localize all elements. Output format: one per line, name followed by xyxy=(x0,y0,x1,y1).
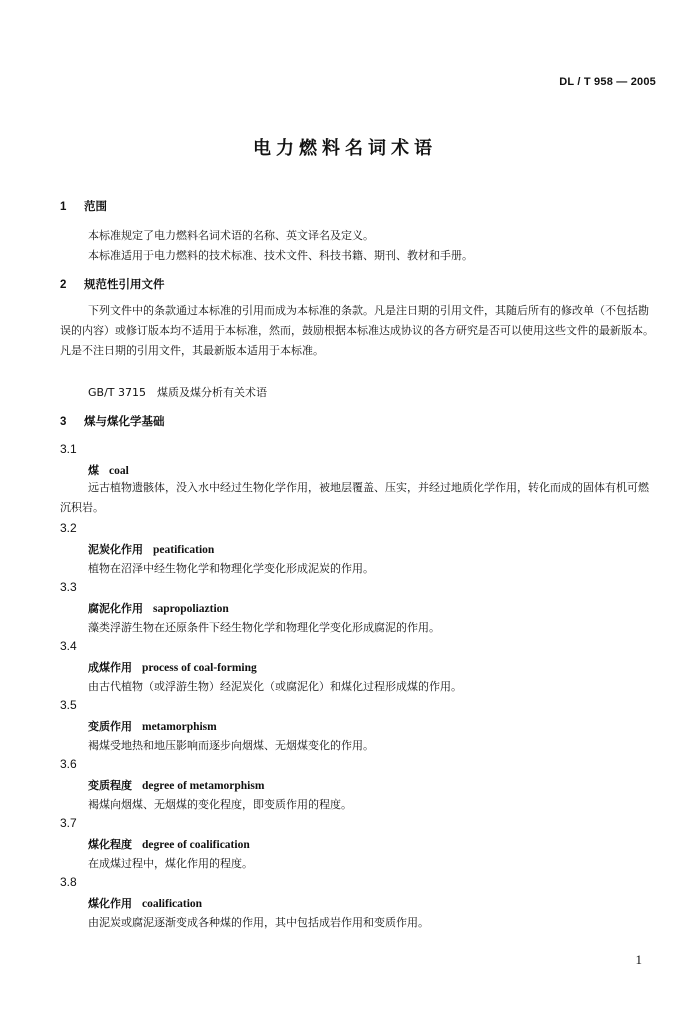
section-title: 规范性引用文件 xyxy=(84,277,165,291)
section-1-heading xyxy=(60,198,107,214)
reference-item: GB/T 3715 煤质及煤分析有关术语 xyxy=(88,386,267,399)
term-name xyxy=(88,836,250,852)
term-definition: 藻类浮游生物在还原条件下经生物化学和物理化学变化形成腐泥的作用。 xyxy=(88,621,440,634)
section-2-heading xyxy=(60,276,165,292)
term-en: peatification xyxy=(153,544,215,556)
term-zh: 变质作用 xyxy=(88,720,132,733)
term-number: 3.8 xyxy=(60,875,77,889)
section-title: 煤与煤化学基础 xyxy=(84,414,165,428)
term-zh: 腐泥化作用 xyxy=(88,602,143,615)
term-name xyxy=(88,600,229,616)
term-number: 3.1 xyxy=(60,442,77,456)
section-number: 3 xyxy=(60,416,67,428)
term-name xyxy=(88,718,217,734)
term-en: sapropoliaztion xyxy=(153,603,229,615)
normative-reference-paragraph: 下列文件中的条款通过本标准的引用而成为本标准的条款。凡是注日期的引用文件，其随后所有的修改单（不包括勘误的内容）或修订版本均不适用于本标准，然而，鼓励根据本标准达成协议的各方研究是否可以使用这些文件的最新版本。凡是不注日期的引用文件，其最新版本适用于本标准。 xyxy=(60,304,654,357)
page-title: 电力燃料名词术语 xyxy=(253,138,437,159)
term-number: 3.5 xyxy=(60,698,77,712)
term-name xyxy=(88,541,214,557)
term-en: coalification xyxy=(142,898,203,910)
term-number: 3.6 xyxy=(60,757,77,771)
section-number: 2 xyxy=(60,279,67,291)
term-zh: 成煤作用 xyxy=(88,661,132,674)
term-name xyxy=(88,777,264,793)
term-definition: 远古植物遗骸体，没入水中经过生物化学作用，被地层覆盖、压实，并经过地质化学作用，转化而成的固体有机可燃沉积岩。 xyxy=(60,481,649,514)
term-zh: 煤 xyxy=(88,464,99,477)
document-code: DL / T 958 — 2005 xyxy=(559,76,656,88)
term-number: 3.4 xyxy=(60,639,77,653)
term-definition: 由泥炭或腐泥逐渐变成各种煤的作用，其中包括成岩作用和变质作用。 xyxy=(88,916,429,929)
term-en: degree of metamorphism xyxy=(142,780,265,792)
term-definition: 由古代植物（或浮游生物）经泥炭化（或腐泥化）和煤化过程形成煤的作用。 xyxy=(88,680,462,693)
term-en: degree of coalification xyxy=(142,839,250,851)
term-name xyxy=(88,462,129,478)
term-number: 3.3 xyxy=(60,580,77,594)
page-number: 1 xyxy=(635,952,642,967)
term-definition: 褐煤受地热和地压影响而逐步向烟煤、无烟煤变化的作用。 xyxy=(88,739,374,752)
term-name xyxy=(88,895,202,911)
scope-line-1: 本标准规定了电力燃料名词术语的名称、英文译名及定义。 xyxy=(88,229,374,242)
term-definition: 植物在沼泽中经生物化学和物理化学变化形成泥炭的作用。 xyxy=(88,562,374,575)
term-zh: 煤化程度 xyxy=(88,838,132,851)
section-title: 范围 xyxy=(84,199,107,213)
term-zh: 煤化作用 xyxy=(88,897,132,910)
term-definition: 褐煤向烟煤、无烟煤的变化程度，即变质作用的程度。 xyxy=(88,798,352,811)
term-definition: 在成煤过程中，煤化作用的程度。 xyxy=(88,857,253,870)
term-number: 3.7 xyxy=(60,816,77,830)
term-name xyxy=(88,659,257,675)
term-number: 3.2 xyxy=(60,521,77,535)
section-3-heading xyxy=(60,413,165,429)
term-en: coal xyxy=(109,465,129,477)
term-en: metamorphism xyxy=(142,721,217,733)
term-en: process of coal-forming xyxy=(142,662,257,674)
term-zh: 泥炭化作用 xyxy=(88,543,143,556)
term-zh: 变质程度 xyxy=(88,779,132,792)
scope-line-2: 本标准适用于电力燃料的技术标准、技术文件、科技书籍、期刊、教材和手册。 xyxy=(88,249,473,262)
section-number: 1 xyxy=(60,201,67,213)
